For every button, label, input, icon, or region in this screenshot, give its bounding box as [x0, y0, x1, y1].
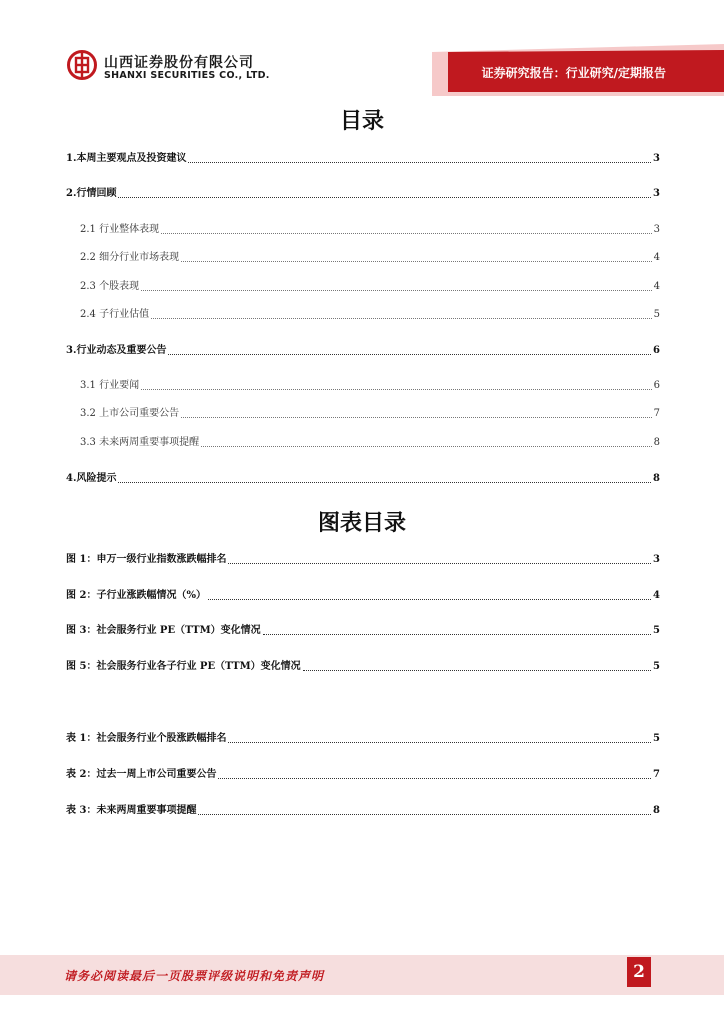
- figure-entry-page: 3: [653, 554, 660, 565]
- figure-entry-label: 图 3：社会服务行业 PE（TTM）变化情况: [66, 625, 261, 636]
- page-footer: [0, 955, 724, 995]
- toc-entry-page: 8: [653, 437, 660, 448]
- dot-leader: [118, 482, 651, 483]
- dot-leader: [263, 634, 651, 635]
- disclaimer-notice: 请务必阅读最后一页股票评级说明和免责声明: [64, 969, 325, 983]
- toc-entry[interactable]: [80, 306, 660, 322]
- toc-entry-page: 3: [653, 188, 660, 199]
- toc-entry-label: 3.1 行业要闻: [80, 380, 140, 391]
- toc-entry-label: 1.本周主要观点及投资建议: [66, 153, 187, 164]
- figure-entry[interactable]: [66, 658, 660, 674]
- dot-leader: [168, 354, 651, 355]
- toc-entry[interactable]: [80, 278, 660, 294]
- toc-entry[interactable]: [80, 221, 660, 237]
- toc-entry-label: 4.风险提示: [66, 473, 117, 484]
- table-entry-label: 表 2：过去一周上市公司重要公告: [66, 769, 217, 780]
- toc-entry-page: 4: [653, 252, 660, 263]
- dot-leader: [141, 389, 652, 390]
- dot-leader: [228, 742, 651, 743]
- dot-leader: [181, 261, 652, 262]
- dot-leader: [141, 290, 652, 291]
- toc-entry-label: 2.4 子行业估值: [80, 309, 150, 320]
- figure-entry-page: 5: [653, 625, 660, 636]
- company-name-en: SHANXI SECURITIES CO., LTD.: [104, 70, 270, 81]
- toc-entry-label: 3.行业动态及重要公告: [66, 345, 167, 356]
- table-entry[interactable]: [66, 766, 660, 782]
- dot-leader: [201, 446, 652, 447]
- toc-entry-page: 8: [653, 473, 660, 484]
- dot-leader: [198, 814, 651, 815]
- dot-leader: [228, 563, 651, 564]
- table-entry-page: 7: [653, 769, 660, 780]
- toc-entry-page: 4: [653, 281, 660, 292]
- toc-entry-label: 2.3 个股表现: [80, 281, 140, 292]
- header-red-band: [0, 0, 724, 96]
- company-logo-icon: [67, 50, 97, 80]
- toc-entry[interactable]: [66, 342, 660, 358]
- toc-entry-page: 6: [653, 380, 660, 391]
- dot-leader: [161, 233, 652, 234]
- report-type: 证券研究报告：行业研究/定期报告: [481, 66, 666, 80]
- table-entry-page: 8: [653, 805, 660, 816]
- toc-entry-page: 3: [653, 224, 660, 235]
- company-name-cn: 山西证券股份有限公司: [104, 55, 254, 71]
- table-entry-page: 5: [653, 733, 660, 744]
- table-entry-label: 表 3：未来两周重要事项提醒: [66, 805, 197, 816]
- page-number: 2: [627, 957, 651, 987]
- figure-entry-label: 图 5：社会服务行业各子行业 PE（TTM）变化情况: [66, 661, 301, 672]
- table-entry[interactable]: [66, 802, 660, 818]
- toc-entry-label: 3.3 未来两周重要事项提醒: [80, 437, 200, 448]
- figure-entry-label: 图 2：子行业涨跌幅情况（%）: [66, 590, 206, 601]
- toc-entry-page: 6: [653, 345, 660, 356]
- dot-leader: [218, 778, 651, 779]
- table-entry-label: 表 1：社会服务行业个股涨跌幅排名: [66, 733, 227, 744]
- toc-entry-page: 3: [653, 153, 660, 164]
- dot-leader: [118, 197, 651, 198]
- toc-entry[interactable]: [66, 185, 660, 201]
- figure-entry-page: 4: [653, 590, 660, 601]
- toc-entry-label: 2.1 行业整体表现: [80, 224, 160, 235]
- dot-leader: [188, 162, 651, 163]
- figure-entry-label: 图 1：申万一级行业指数涨跌幅排名: [66, 554, 227, 565]
- figure-entry-page: 5: [653, 661, 660, 672]
- toc-entry[interactable]: [66, 470, 660, 486]
- dot-leader: [181, 417, 652, 418]
- dot-leader: [151, 318, 652, 319]
- toc-entry[interactable]: [80, 377, 660, 393]
- toc-entry-label: 2.行情回顾: [66, 188, 117, 199]
- toc-entry[interactable]: [80, 405, 660, 421]
- toc-entry-label: 3.2 上市公司重要公告: [80, 408, 180, 419]
- figures-title: 图表目录: [317, 511, 406, 536]
- toc-entry[interactable]: [80, 249, 660, 265]
- dot-leader: [208, 599, 651, 600]
- figure-entry[interactable]: [66, 587, 660, 603]
- page-header: [0, 0, 724, 96]
- toc-entry-page: 5: [653, 309, 660, 320]
- table-entry[interactable]: [66, 730, 660, 746]
- toc-entry-page: 7: [653, 408, 660, 419]
- figure-entry[interactable]: [66, 622, 660, 638]
- dot-leader: [303, 670, 651, 671]
- toc-entry[interactable]: [66, 150, 660, 166]
- toc-title: 目录: [339, 109, 384, 134]
- figure-entry[interactable]: [66, 551, 660, 567]
- toc-entry-label: 2.2 细分行业市场表现: [80, 252, 180, 263]
- toc-entry[interactable]: [80, 434, 660, 450]
